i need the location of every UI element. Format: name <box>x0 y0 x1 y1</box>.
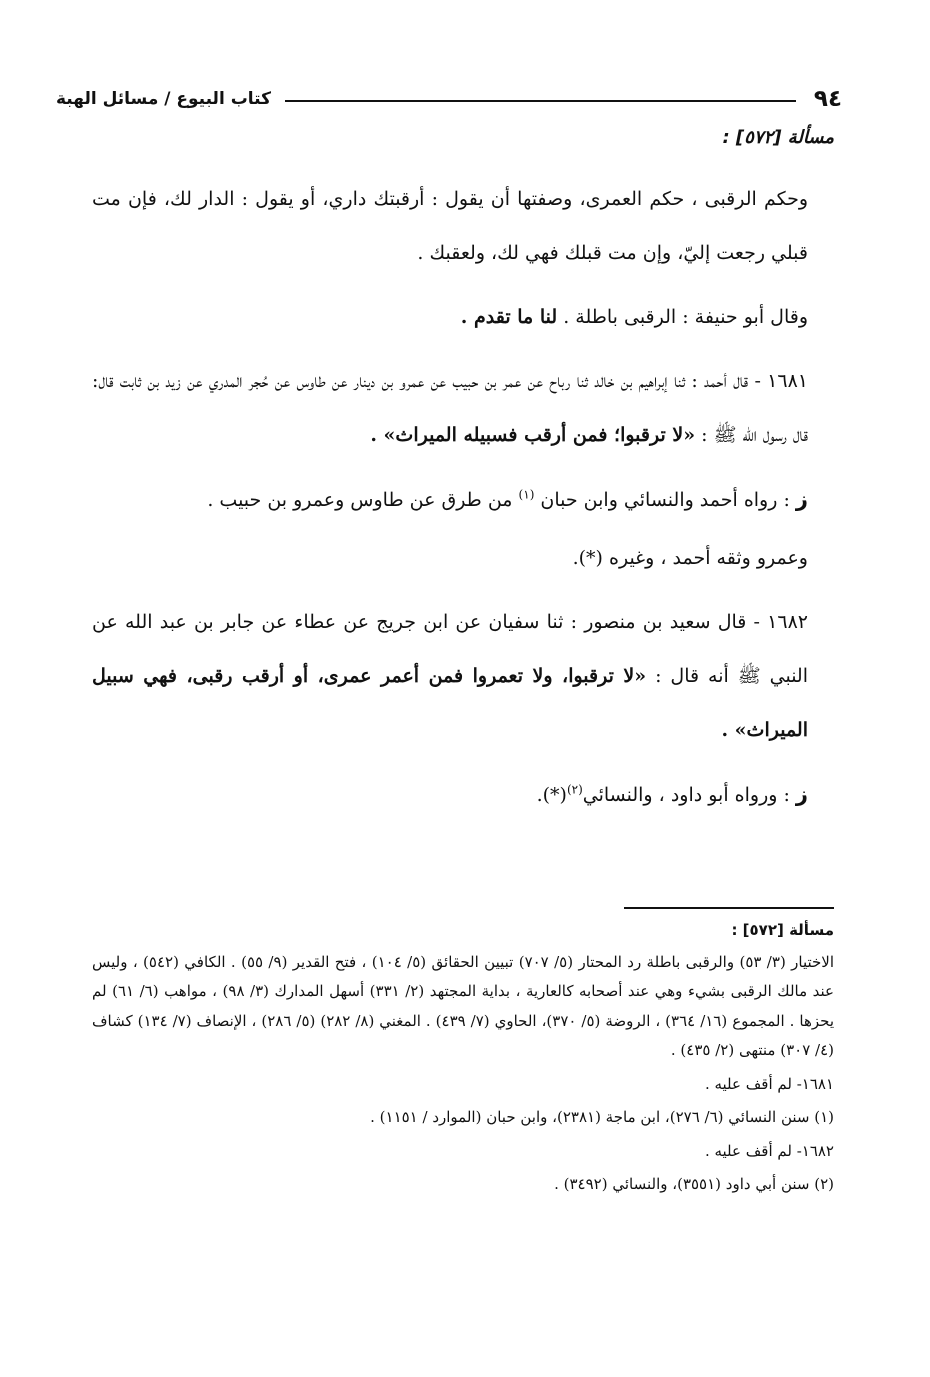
zay-mark: ز <box>795 782 808 806</box>
zawaid-note-2-text-a: : ورواه أبو داود ، والنسائي <box>582 784 790 806</box>
footnote-ref-1: (١) <box>518 487 535 502</box>
footnote-line: (١) سنن النسائي (٦/ ٢٧٦)، ابن ماجة (٢٣٨١)، وابن حبان (الموارد / ١١٥١) . <box>370 1108 834 1126</box>
header-rule <box>285 100 796 102</box>
footnote-line: ١٦٨١- لم أقف عليه . <box>704 1074 834 1093</box>
footnote-line: (٢) سنن أبي داود (٣٥٥١)، والنسائي (٣٤٩٢) . <box>554 1175 834 1193</box>
main-text <box>92 118 834 832</box>
zawaid-note-2-text-b: (*). <box>536 784 567 806</box>
footnotes <box>92 916 834 1204</box>
footnote-sources: الاختيار (٣/ ٥٣) والرقبى باطلة رد المحتار (٥/ ٧٠٧) تبيين الحقائق (٥/ ١٠٤) ، فتح القدير (٩/ ٥٥) . الكافي (٥٤٢) ، وليس عند مالك الرقبى بشيء وهي عند أصحابه كالعارية ، بداية المجتهد (٢/ ٣٣١) أسهل المدارك (٣/ ٩٨) ، مواهب (٦/ ٦١) لم يحزها . المجموع (١٦/ ٣٦٤) ، الروضة (٥/ ٣٧٠)، الحاوي (٧/ ٤٣٩) . المغني (٨/ ٢٨٢) (٥/ ٢٨٦) ، الإنصاف (٧/ ١٣٤) كشاف (٤/ ٣٠٧) منتهى (٢/ ٤٣٥) . <box>92 952 835 1059</box>
book-title: كتاب البيوع / مسائل الهبة <box>56 89 271 109</box>
footnote-separator <box>624 907 834 909</box>
our-evidence-text: لنا ما تقدم . <box>460 306 558 328</box>
zawaid-note-1-text-a: : رواه أحمد والنسائي وابن حبان <box>540 489 790 511</box>
masala-heading: مسألة [٥٧٢] : <box>722 127 834 148</box>
hadith-1682-isnad: ١٦٨٢ - قال سعيد بن منصور : ثنا سفيان عن ابن جريج عن عطاء عن جابر بن عبد الله عن النبي ﷺ أنه قال : <box>92 611 808 687</box>
footnote-line: ١٦٨٢- لم أقف عليه . <box>704 1141 834 1160</box>
hadith-1682 <box>92 595 834 757</box>
zawaid-note-1-text-b: من طرق عن طاوس وعمرو بن حبيب . <box>207 489 513 511</box>
zawaid-note-2 <box>92 767 834 822</box>
hadith-1681 <box>92 354 834 462</box>
abu-hanifa-text: وقال أبو حنيفة : الرقبى باطلة . <box>563 306 808 328</box>
footnote-ref-2: (٢) <box>566 782 583 797</box>
zay-mark: ز <box>795 487 808 511</box>
zawaid-note-1-line-2: وعمرو وثقه أحمد ، وغيره (*). <box>572 547 808 569</box>
page-number: ٩٤ <box>813 86 842 112</box>
paragraph-ruqba-definition: وحكم الرقبى ، حكم العمرى، وصفتها أن يقول : أرقبتك داري، أو يقول : الدار لك، فإن مت قبلي رجعت إليّ، وإن مت قبلك فهي لك، ولعقبك . <box>92 188 808 264</box>
zawaid-note-1 <box>92 472 834 527</box>
hadith-1682-matn: «لا ترقبوا، ولا تعمروا فمن أعمر عمرى، أو أرقب رقبى، فهي سبيل الميراث» . <box>92 665 808 741</box>
running-header <box>56 82 842 116</box>
footnote-masala-heading: مسألة [٥٧٢] : <box>731 921 834 939</box>
hadith-1681-matn: «لا ترقبوا؛ فمن أرقب فسبيله الميراث» . <box>370 424 696 446</box>
paragraph-abu-hanifa <box>92 290 834 344</box>
hadith-1681-isnad: ١٦٨١ - قال أحمد : ثنا إبراهيم بن خالد ثنا رباح عن عمر بن حبيب عن عمرو بن دينار عن طاوس عن حُجر المدري عن زيد بن ثابت قال: قال رسول الله ﷺ : <box>92 370 808 446</box>
